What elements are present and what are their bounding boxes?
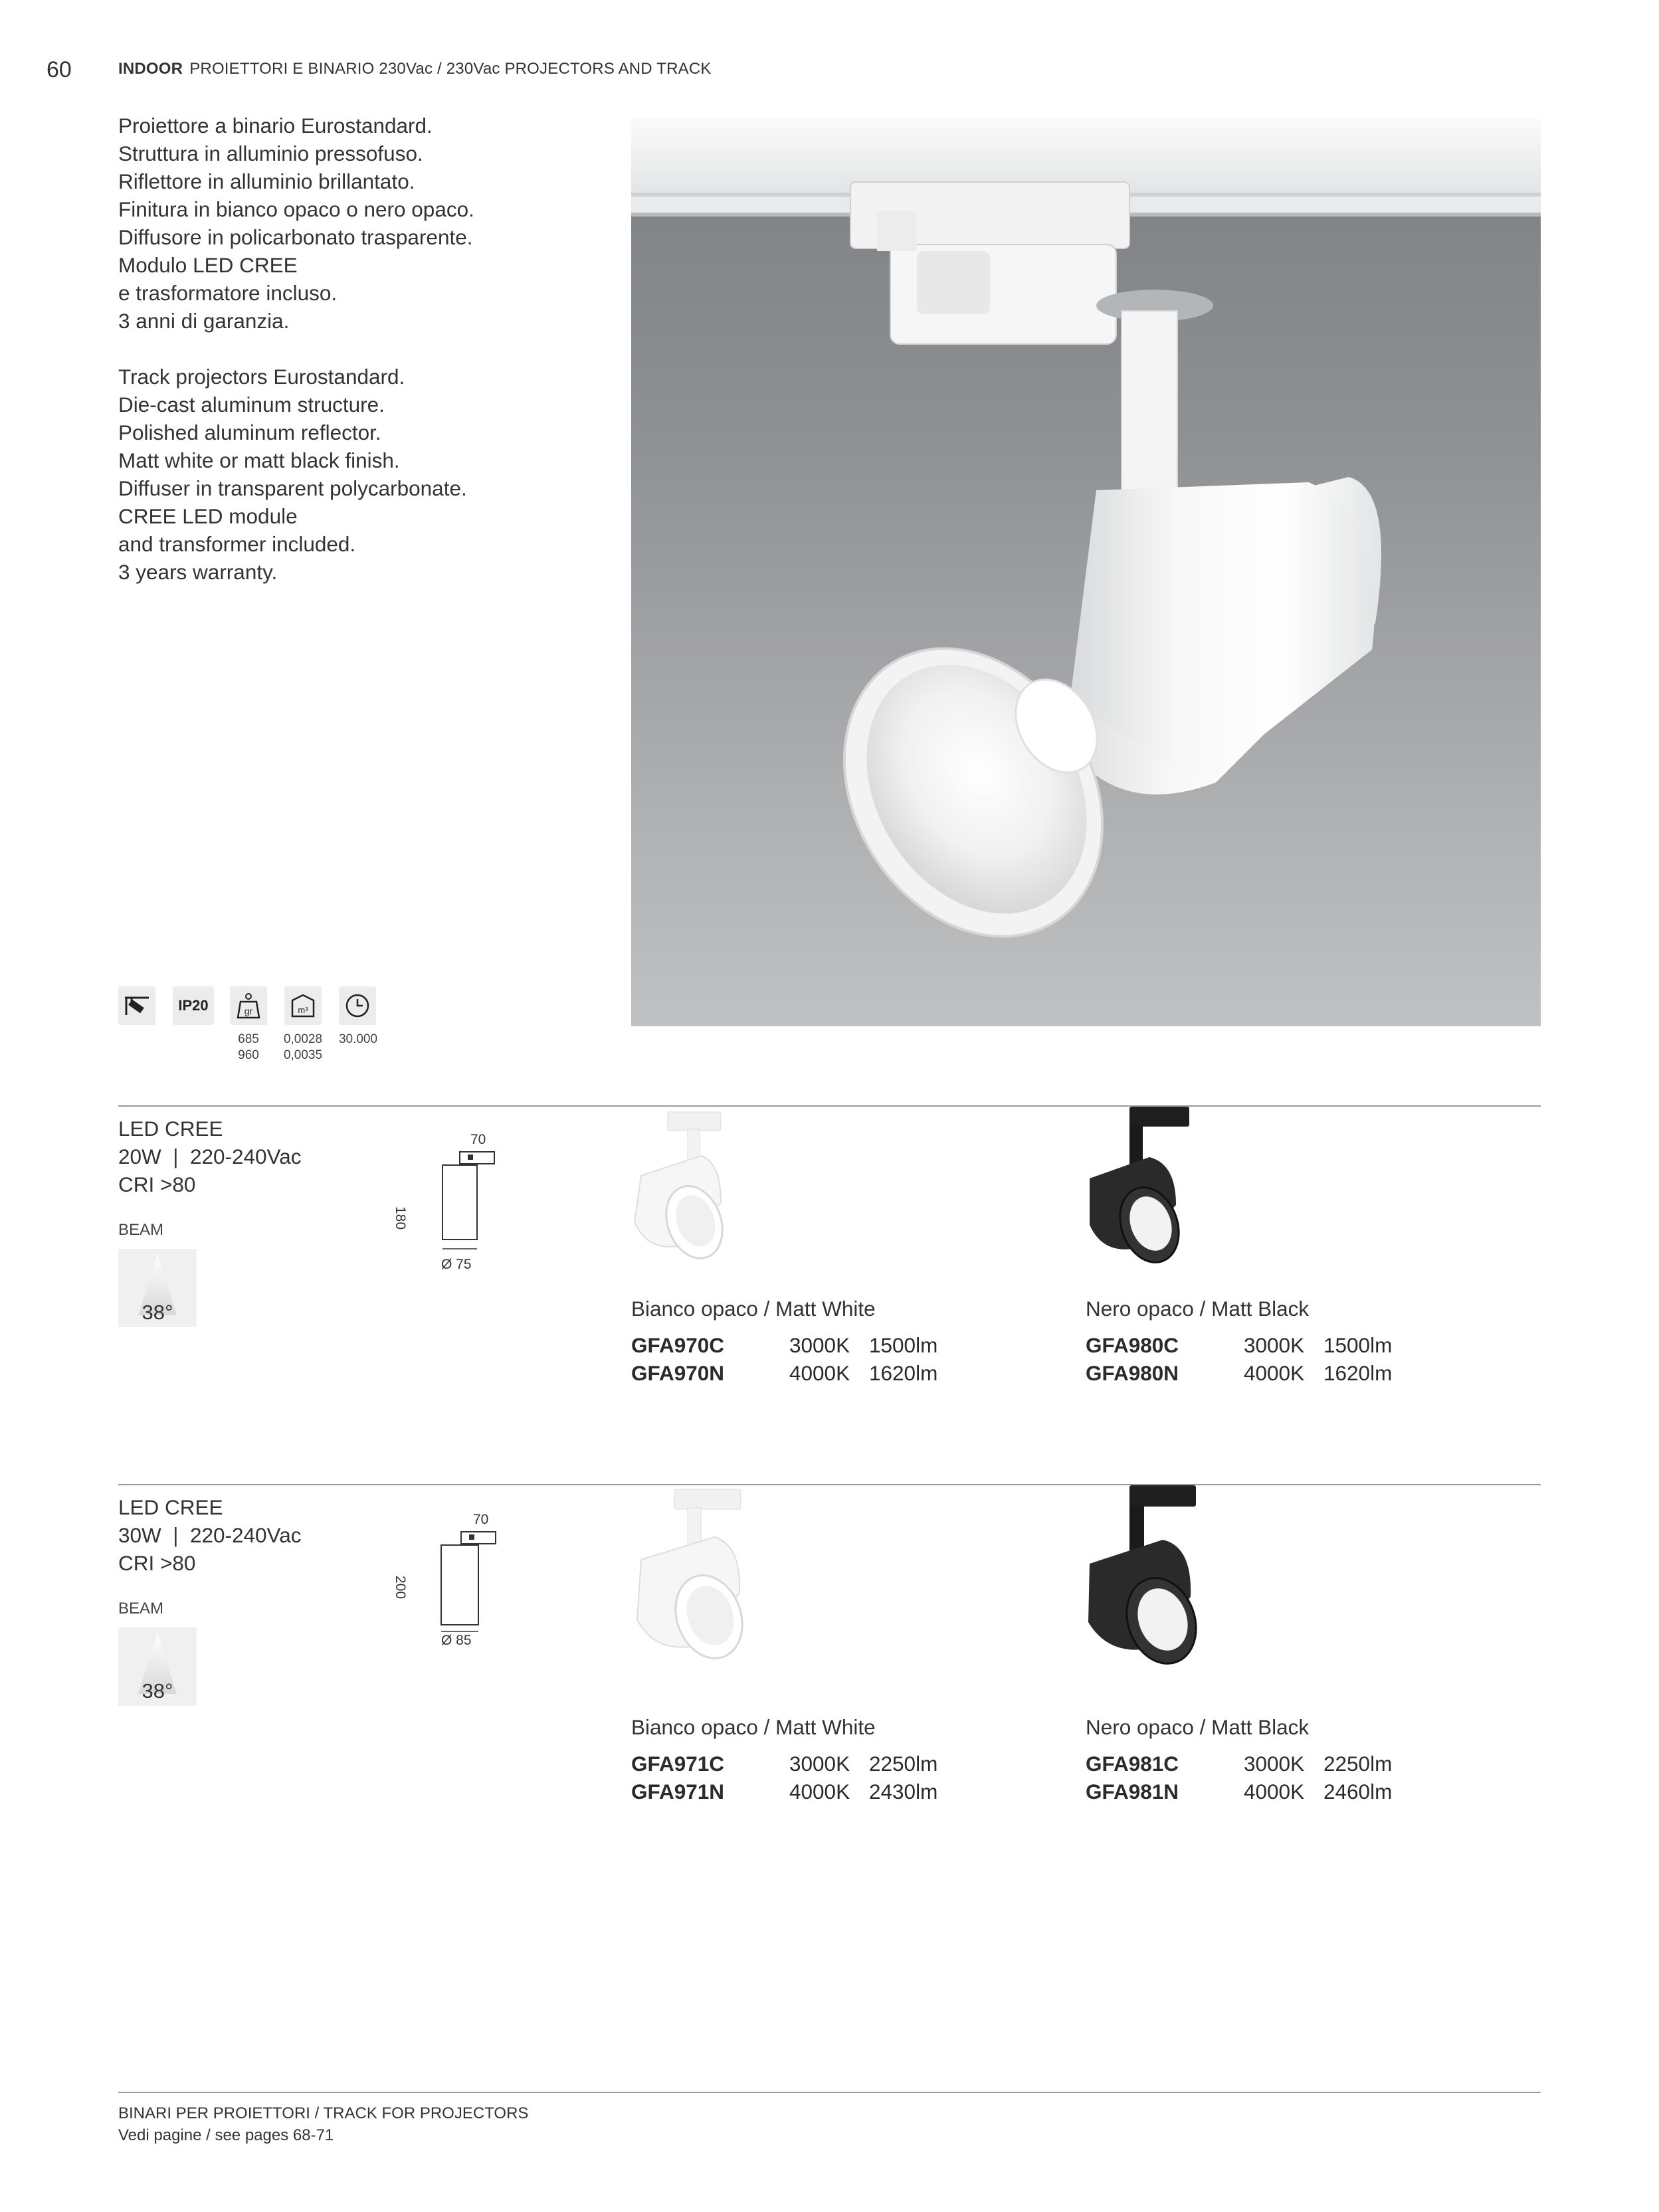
desc-it-line: Modulo LED CREE: [118, 253, 298, 277]
dim-height: 180: [393, 1206, 408, 1230]
desc-en-line: Die-cast aluminum structure.: [118, 393, 385, 416]
variant-title: [118, 1493, 302, 1577]
desc-it-line: 3 anni di garanzia.: [118, 309, 290, 333]
finish-white-title: Bianco opaco / Matt White: [631, 1297, 876, 1321]
color-temperature: 4000K: [789, 1780, 850, 1803]
product-row: [1086, 1780, 1392, 1804]
section-label: INDOOR: [118, 60, 183, 78]
desc-en-line: 3 years warranty.: [118, 560, 278, 584]
hero-product-image: [631, 118, 1541, 1026]
weight-gr-icon: [230, 986, 267, 1025]
lumen-output: 2250lm: [869, 1752, 938, 1776]
product-row: [631, 1361, 937, 1386]
color-temperature: 3000K: [1244, 1752, 1305, 1776]
product-description: [118, 112, 474, 586]
product-row: [631, 1780, 937, 1804]
desc-it-line: Riflettore in alluminio brillantato.: [118, 169, 415, 193]
product-thumb-black: [1076, 1484, 1229, 1677]
svg-text:m³: m³: [298, 1005, 308, 1015]
spec-icon-row: [118, 986, 397, 1066]
finish-white-title: Bianco opaco / Matt White: [631, 1715, 876, 1739]
product-thumb-black: [1076, 1105, 1209, 1271]
volume-m3-icon: [284, 986, 322, 1025]
product-code: GFA980N: [1086, 1361, 1179, 1385]
desc-en-line: and transformer included.: [118, 532, 356, 556]
beam-angle-icon: [118, 1249, 197, 1327]
footer-see-pages: Vedi pagine / see pages 68-71: [118, 2126, 334, 2144]
product-code: GFA971N: [631, 1780, 725, 1803]
dim-diameter: Ø 85: [441, 1633, 472, 1648]
lumen-output: 1500lm: [1323, 1333, 1393, 1357]
variant-title: [118, 1115, 302, 1198]
product-row: [1086, 1752, 1392, 1776]
product-row: [631, 1752, 937, 1776]
color-temperature: 4000K: [1244, 1780, 1305, 1803]
desc-it-line: Finitura in bianco opaco o nero opaco.: [118, 197, 474, 221]
track-spotlight-illustration: [631, 118, 1541, 1026]
svg-text:gr: gr: [244, 1006, 253, 1016]
header-subtitle: PROIETTORI E BINARIO 230Vac / 230Vac PROJECTORS AND TRACK: [189, 60, 712, 78]
beam-angle-icon: [118, 1627, 197, 1706]
lumen-output: 1620lm: [1323, 1361, 1393, 1385]
product-thumb-white: [621, 1487, 767, 1673]
dim-diameter: Ø 75: [441, 1257, 472, 1272]
product-code: GFA981C: [1086, 1752, 1179, 1776]
led-type: LED CREE: [118, 1495, 223, 1519]
power-voltage: 30W | 220-240Vac: [118, 1523, 302, 1547]
lumen-output: 1500lm: [869, 1333, 938, 1357]
dim-width: 70: [473, 1512, 489, 1527]
color-temperature: 3000K: [789, 1333, 850, 1357]
desc-en-line: Track projectors Eurostandard.: [118, 365, 405, 389]
beam-label: BEAM: [118, 1221, 164, 1239]
desc-it-line: Proiettore a binario Eurostandard.: [118, 114, 433, 138]
beam-angle-value: 38°: [142, 1679, 173, 1703]
product-code: GFA971C: [631, 1752, 725, 1776]
finish-black-title: Nero opaco / Matt Black: [1086, 1715, 1310, 1739]
finish-black-title: Nero opaco / Matt Black: [1086, 1297, 1310, 1321]
desc-en-line: Polished aluminum reflector.: [118, 420, 381, 444]
lumen-output: 1620lm: [869, 1361, 938, 1385]
color-temperature: 3000K: [1244, 1333, 1305, 1357]
led-type: LED CREE: [118, 1117, 223, 1141]
color-temperature: 3000K: [789, 1752, 850, 1776]
color-temperature: 4000K: [789, 1361, 850, 1385]
product-code: GFA970N: [631, 1361, 725, 1385]
volume-values: 0,0028 0,0035: [283, 1032, 323, 1062]
product-code: GFA980C: [1086, 1333, 1179, 1357]
lumen-output: 2460lm: [1323, 1780, 1393, 1803]
section-divider: [118, 1484, 1541, 1485]
desc-en-line: CREE LED module: [118, 504, 298, 528]
desc-it-line: e trasformatore incluso.: [118, 281, 338, 305]
page-header: [118, 60, 712, 78]
dim-width: 70: [470, 1132, 486, 1147]
beam-label: BEAM: [118, 1600, 164, 1617]
desc-it-line: Diffusore in policarbonato trasparente.: [118, 225, 473, 249]
cri-value: CRI >80: [118, 1551, 196, 1575]
section-divider: [118, 1105, 1541, 1107]
ip-rating-badge: IP20: [173, 986, 214, 1025]
footer-related: BINARI PER PROIETTORI / TRACK FOR PROJECTORS: [118, 2104, 529, 2122]
desc-en-line: Matt white or matt black finish.: [118, 448, 400, 472]
lumen-output: 2250lm: [1323, 1752, 1393, 1776]
color-temperature: 4000K: [1244, 1361, 1305, 1385]
beam-angle-value: 38°: [142, 1301, 173, 1324]
desc-en-line: Diffuser in transparent polycarbonate.: [118, 476, 467, 500]
track-spot-icon: [118, 986, 155, 1025]
dimension-drawing: [393, 1509, 512, 1662]
clock-icon: [339, 986, 376, 1025]
weight-values: 685 960: [238, 1032, 259, 1062]
product-row: [1086, 1333, 1392, 1358]
dim-height: 200: [393, 1576, 408, 1600]
page-number: 60: [47, 57, 72, 82]
footer-divider: [118, 2092, 1541, 2093]
product-code: GFA981N: [1086, 1780, 1179, 1803]
product-row: [631, 1333, 937, 1358]
lifetime-value: 30.000: [338, 1032, 378, 1046]
dimension-drawing: [393, 1129, 512, 1282]
lumen-output: 2430lm: [869, 1780, 938, 1803]
product-code: GFA970C: [631, 1333, 725, 1357]
product-thumb-white: [621, 1109, 741, 1269]
product-row: [1086, 1361, 1392, 1386]
cri-value: CRI >80: [118, 1172, 196, 1196]
desc-it-line: Struttura in alluminio pressofuso.: [118, 141, 423, 165]
power-voltage: 20W | 220-240Vac: [118, 1145, 302, 1168]
